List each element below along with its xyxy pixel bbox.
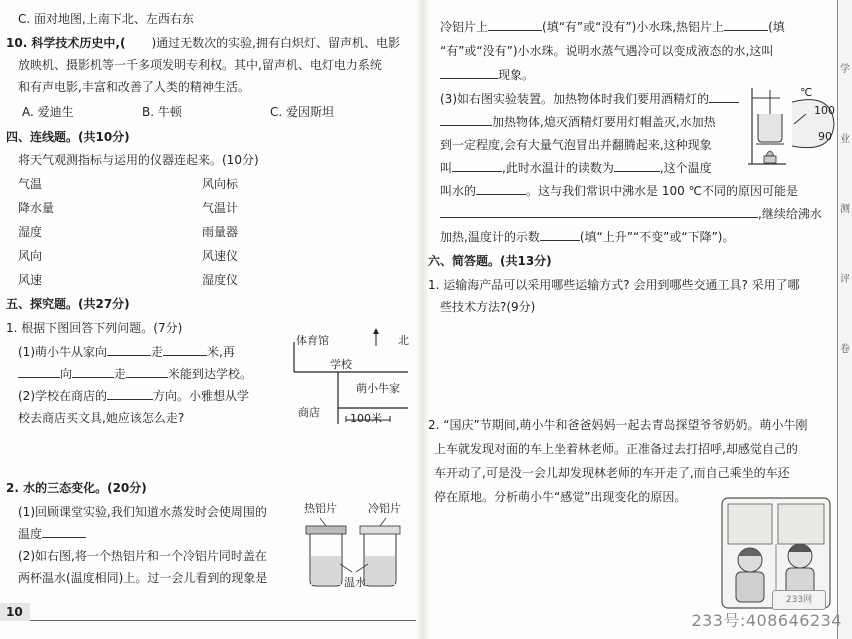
q1-blank-distance1[interactable]	[163, 343, 207, 356]
match-right-item[interactable]: 气温计	[202, 201, 239, 215]
map-label-school: 学校	[330, 358, 352, 371]
q10-option-c: C. 爱因斯坦	[270, 105, 335, 119]
page-edge-strip	[837, 0, 852, 639]
q1-sub1-toward: 向	[60, 367, 73, 381]
r-line3	[440, 66, 534, 84]
r-line1	[440, 18, 785, 36]
q2-sub2-line1: (2)如右图,将一个热铝片和一个冷铝片同时盖在	[18, 549, 267, 563]
q10-option-b: B. 牛顿	[142, 105, 182, 119]
r-line10	[440, 228, 735, 246]
q10-line2: 放映机、摄影机等一千多项发明专利权。其中,留声机、电灯电力系统	[18, 58, 382, 72]
r10-a: 加热,温度计的示数	[440, 230, 540, 244]
blank-phenomenon-condense[interactable]	[440, 66, 498, 79]
r3-text: 现象。	[498, 68, 535, 82]
match-left-item[interactable]: 降水量	[18, 201, 55, 215]
q2-sub1-temp: 温度	[18, 527, 43, 541]
fig-label-warm-water: 温水	[344, 576, 366, 589]
r8-b: 。这与我们常识中沸水是 100 ℃不同的原因可能是	[526, 184, 799, 198]
blank-cold-plate-drops[interactable]	[488, 18, 542, 31]
q9-option-c: C. 面对地图,上南下北、左西右东	[18, 12, 194, 26]
page-footer-line	[0, 620, 418, 621]
blank-boiling-point[interactable]	[476, 182, 526, 195]
fig-label-cold-plate: 冷铝片	[368, 502, 401, 515]
r8-a: 叫水的	[440, 184, 477, 198]
q10-line1	[6, 34, 400, 52]
r-line8	[440, 182, 798, 200]
section4-instruction: 将天气观测指标与运用的仪器连起来。(10分)	[18, 153, 259, 167]
r7-a: 叫	[440, 161, 453, 175]
blank-thermometer-reading[interactable]	[614, 159, 660, 172]
r-line7	[440, 159, 712, 177]
s2-answer-area[interactable]	[434, 512, 714, 602]
q1-sub1-text: (1)萌小牛从家向	[18, 345, 107, 359]
r9-text: ,继续给沸水	[758, 207, 822, 221]
page-number: 10	[6, 605, 23, 619]
q1-sub1-walk2: 走	[114, 367, 127, 381]
q1-sub2-line1	[18, 387, 249, 405]
q1-sub1-meters: 米,再	[207, 345, 235, 359]
q2-sub2-line2: 两杯温水(温度相同)上。过一会儿看到的现象是	[18, 571, 268, 585]
blank-hot-plate-drops[interactable]	[724, 18, 768, 31]
r7-b: ,此时水温计的读数为	[502, 161, 614, 175]
r1-end: (填	[768, 20, 785, 34]
blank-thermometer-change[interactable]	[540, 228, 580, 241]
edge-char: 业	[840, 134, 850, 145]
section6-title: 六、简答题。(共13分)	[428, 254, 552, 268]
match-right-item[interactable]: 湿度仪	[202, 273, 239, 287]
q1-blank-direction3[interactable]	[72, 365, 114, 378]
s1-line1: 1. 运输海产品可以采用哪些运输方式? 会用到哪些交通工具? 采用了哪	[428, 278, 800, 292]
r7-c: ,这个温度	[659, 161, 712, 175]
edge-char: 测	[840, 204, 850, 215]
r1-mid: (填“有”或“没有”)小水珠,热铝片上	[542, 20, 725, 34]
r5-text: 加热物体,熄灭酒精灯要用灯帽盖灭,水加热	[492, 115, 716, 129]
blank-flame-part[interactable]	[709, 90, 739, 103]
q1-blank-school-direction[interactable]	[107, 387, 153, 400]
s1-line2: 些技术方法?(9分)	[440, 300, 536, 314]
boiling-apparatus-figure	[746, 84, 838, 168]
q2-blank-temperature[interactable]	[42, 525, 86, 538]
q1-title: 1. 根据下图回答下列问题。(7分)	[6, 321, 183, 335]
r-line2: “有”或“没有”)小水珠。说明水蒸气遇冷可以变成液态的水,这叫	[440, 44, 774, 58]
r-line4	[440, 90, 739, 108]
right-page	[424, 0, 852, 639]
thermo-tick-90: 90	[818, 130, 832, 143]
blank-reason[interactable]	[440, 205, 758, 218]
r-line5	[440, 113, 716, 131]
match-right-item[interactable]: 雨量器	[202, 225, 239, 239]
q2-sub1-line2	[18, 525, 86, 543]
q1-blank-distance2[interactable]	[126, 365, 168, 378]
watermark-id: 233号:408646234	[691, 611, 842, 630]
section5-title: 五、探究题。(共27分)	[6, 297, 130, 311]
q1-sub1-end: 米能到达学校。	[168, 367, 253, 381]
thermo-tick-100: 100	[814, 104, 835, 117]
q1-sub2-line2: 校去商店买文具,她应该怎么走?	[18, 411, 185, 425]
publisher-logo: 233网	[772, 590, 826, 610]
q1-blank-direction2[interactable]	[18, 365, 60, 378]
s2-line4: 停在原地。分析萌小牛“感觉”出现变化的原因。	[434, 490, 687, 504]
q1-sub2-rest: 方向。小雅想从学	[153, 389, 250, 403]
edge-char: 卷	[840, 344, 850, 355]
match-right-item[interactable]: 风向标	[202, 177, 239, 191]
q10-stem-start: 10. 科学技术历史中,(	[6, 36, 126, 50]
section4-title: 四、连线题。(共10分)	[6, 130, 130, 144]
r-line9	[440, 205, 822, 223]
map-label-shop: 商店	[298, 406, 320, 419]
match-left-item[interactable]: 风速	[18, 273, 43, 287]
thermo-unit: ℃	[800, 86, 813, 99]
r10-b: (填“上升”“不变”或“下降”)。	[579, 230, 735, 244]
edge-char: 评	[840, 274, 850, 285]
blank-boiling-phenomenon[interactable]	[452, 159, 502, 172]
q1-sub1-line2	[18, 365, 252, 383]
match-left-item[interactable]: 湿度	[18, 225, 43, 239]
q2-title: 2. 水的三态变化。(20分)	[6, 481, 147, 495]
s1-answer-area[interactable]	[440, 320, 830, 406]
q1-sub1-walk: 走	[151, 345, 164, 359]
q1-sub1-line1	[18, 343, 235, 361]
r-line6: 到一定程度,会有大量气泡冒出并翻腾起来,这种现象	[440, 138, 712, 152]
q1-blank-direction1[interactable]	[107, 343, 151, 356]
fig-label-hot-plate: 热铝片	[304, 502, 337, 515]
left-page	[0, 0, 420, 639]
match-left-item[interactable]: 气温	[18, 177, 43, 191]
q10-option-a: A. 爱迪生	[22, 105, 74, 119]
s2-line2: 上车就发现对面的车上坐着林老师。正准备过去打招呼,却感觉自己的	[434, 442, 798, 456]
s2-line3: 车开动了,可是没一会儿却发现林老师的车开走了,而自己乘坐的车还	[434, 466, 790, 480]
edge-char: 学	[840, 64, 850, 75]
map-label-north: 北	[398, 334, 409, 347]
q10-stem-rest: )通过无数次的实验,拥有白炽灯、留声机、电影	[151, 36, 400, 50]
match-right-item[interactable]: 风速仪	[202, 249, 239, 263]
match-left-item[interactable]: 风向	[18, 249, 43, 263]
r4-text: (3)如右图实验装置。加热物体时我们要用酒精灯的	[440, 92, 709, 106]
r1-text: 冷铝片上	[440, 20, 489, 34]
blank-flame-part-2[interactable]	[440, 113, 492, 126]
map-label-home: 萌小牛家	[356, 382, 400, 395]
q10-line3: 和有声电影,丰富和改善了人类的精神生活。	[18, 80, 250, 94]
q2-sub1-line1: (1)回顾课堂实验,我们知道水蒸发时会使周围的	[18, 505, 267, 519]
map-label-gym: 体育馆	[296, 334, 329, 347]
map-label-scale: 100米	[350, 412, 382, 425]
q1-sub2-text: (2)学校在商店的	[18, 389, 107, 403]
s2-line1: 2. “国庆”节期间,萌小牛和爸爸妈妈一起去青岛探望爷爷奶奶。萌小牛刚	[428, 418, 808, 432]
